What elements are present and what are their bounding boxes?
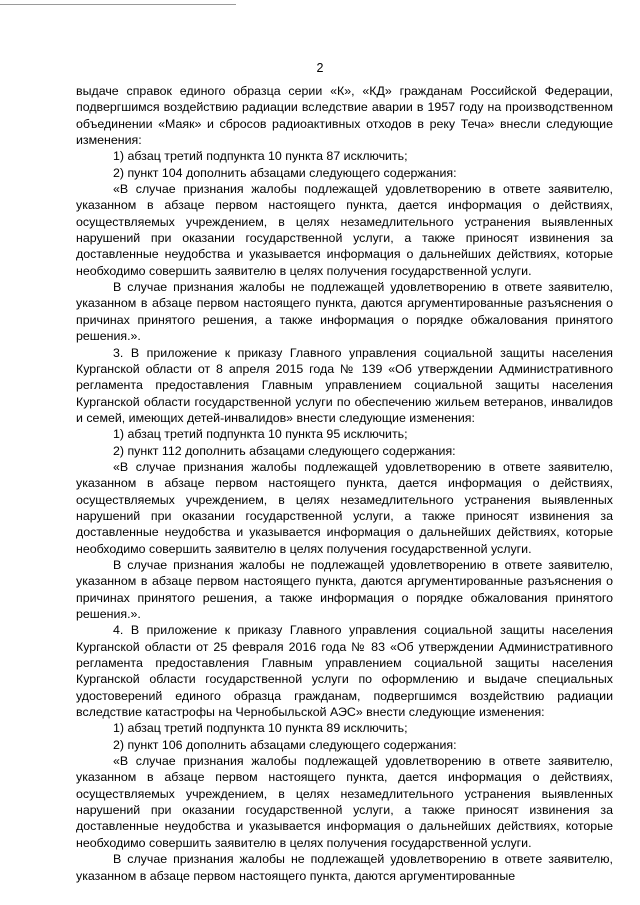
document-body <box>76 83 613 884</box>
paragraph: 1) абзац третий подпункта 10 пункта 89 исключить; <box>113 721 408 736</box>
paragraph: 2) пункт 104 дополнить абзацами следующего содержания: <box>113 165 457 180</box>
paragraph: В случае признания жалобы не подлежащей удовлетворению в ответе заявителю, указанном в абзаце первом настоящего пункта, даются аргументированные <box>76 852 613 883</box>
paragraph: «В случае признания жалобы подлежащей удовлетворению в ответе заявителю, указанном в абзаце первом настоящего пункта, дается информация о действиях, осуществляемых учреждением, в целях незамедлительного устранения выявленных нарушений при оказании государственной услуги, а также приносят извинения за доставленные неудобства и указывается информация о дальнейших действиях, которые необходимо совершить заявителю в целях получения государственной услуги. <box>76 459 613 556</box>
paragraph: «В случае признания жалобы подлежащей удовлетворению в ответе заявителю, указанном в абзаце первом настоящего пункта, дается информация о действиях, осуществляемых учреждением, в целях незамедлительного устранения выявленных нарушений при оказании государственной услуги, а также приносят извинения за доставленные неудобства и указывается информация о дальнейших действиях, которые необходимо совершить заявителю в целях получения государственной услуги. <box>76 754 613 850</box>
paragraph: «В случае признания жалобы подлежащей удовлетворению в ответе заявителю, указанном в абзаце первом настоящего пункта, дается информация о действиях, осуществляемых учреждением, в целях незамедлительного устранения выявленных нарушений при оказании государственной услуги, а также приносят извинения за доставленные неудобства и указывается информация о дальнейших действиях, которые необходимо совершить заявителю в целях получения государственной услуги. <box>76 182 613 278</box>
paragraph: 2) пункт 112 дополнить абзацами следующего содержания: <box>113 443 456 458</box>
paragraph: 4. В приложение к приказу Главного управления социальной защиты населения Курганской области от 25 февраля 2016 года № 83 «Об утверждении Административного регламента предоставления Главным управлением социальной защиты населения Курганской области государственной услуги по оформлению и выдаче специальных удостоверений единого образца гражданам, подвергшимся воздействию радиации вследствие катастрофы на Чернобыльской АЭС» внести следующие изменения: <box>76 623 613 720</box>
top-rule <box>0 4 236 5</box>
paragraph: В случае признания жалобы не подлежащей удовлетворению в ответе заявителю, указанном в абзаце первом настоящего пункта, даются аргументированные разъяснения о причинах принятого решения, а также информация о порядке обжалования принятого решения.». <box>76 280 613 344</box>
paragraph: В случае признания жалобы не подлежащей удовлетворению в ответе заявителю, указанном в абзаце первом настоящего пункта, даются аргументированные разъяснения о причинах принятого решения, а также информация о порядке обжалования принятого решения.». <box>76 557 613 621</box>
paragraph: выдаче справок единого образца серии «К», «КД» гражданам Российской Федерации, подвергшимся воздействию радиации вследствие аварии в 1957 году на производственном объединении «Маяк» и сбросов радиоактивных отходов в реку Теча» внесли следующие изменения: <box>76 84 613 148</box>
paragraph: 2) пункт 106 дополнить абзацами следующего содержания: <box>113 737 457 752</box>
paragraph: 3. В приложение к приказу Главного управления социальной защиты населения Курганской области от 8 апреля 2015 года № 139 «Об утверждении Административного регламента предоставления Главным управлением социальной защиты населения Курганской области государственной услуги по обеспечению жильем ветеранов, инвалидов и семей, имеющих детей-инвалидов» внести следующие изменения: <box>76 345 613 425</box>
paragraph: 1) абзац третий подпункта 10 пункта 87 исключить; <box>113 149 408 164</box>
page-number: 2 <box>316 61 324 75</box>
paragraph: 1) абзац третий подпункта 10 пункта 95 исключить; <box>113 427 408 442</box>
